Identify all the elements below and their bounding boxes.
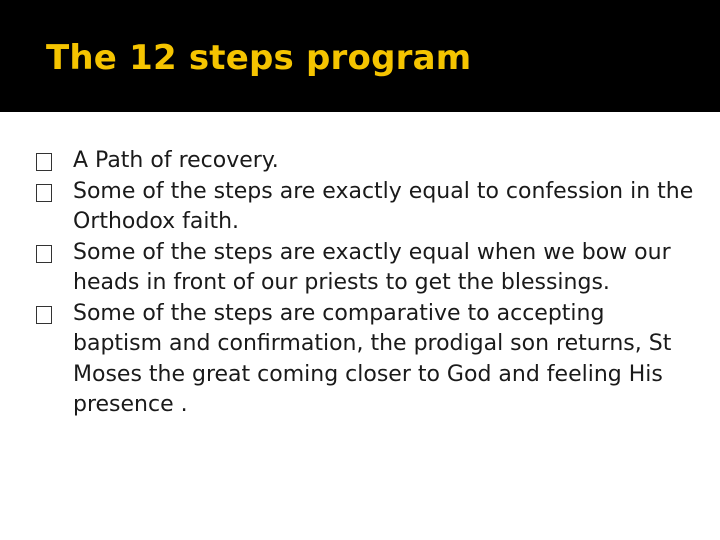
title-bar [0, 0, 720, 112]
bullet-item [36, 146, 696, 177]
missing-glyph-box-icon [36, 184, 52, 202]
bullet-text: Some of the steps are exactly equal to confession in the Orthodox faith. [73, 178, 694, 234]
bullet-text: Some of the steps are comparative to accepting baptism and confirmation, the prodigal son returns, St Moses the great coming closer to God and feeling His presence . [73, 300, 672, 417]
missing-glyph-box-icon [36, 245, 52, 263]
bullet-text: Some of the steps are exactly equal when we bow our heads in front of our priests to get the blessings. [73, 239, 671, 295]
missing-glyph-box-icon [36, 153, 52, 171]
bullet-item [36, 177, 696, 238]
bullet-item [36, 238, 696, 299]
missing-glyph-box-icon [36, 306, 52, 324]
bullet-item [36, 299, 696, 421]
bullet-text: A Path of recovery. [73, 148, 279, 173]
bullet-list [36, 146, 696, 421]
slide-title: The 12 steps program [46, 38, 472, 78]
